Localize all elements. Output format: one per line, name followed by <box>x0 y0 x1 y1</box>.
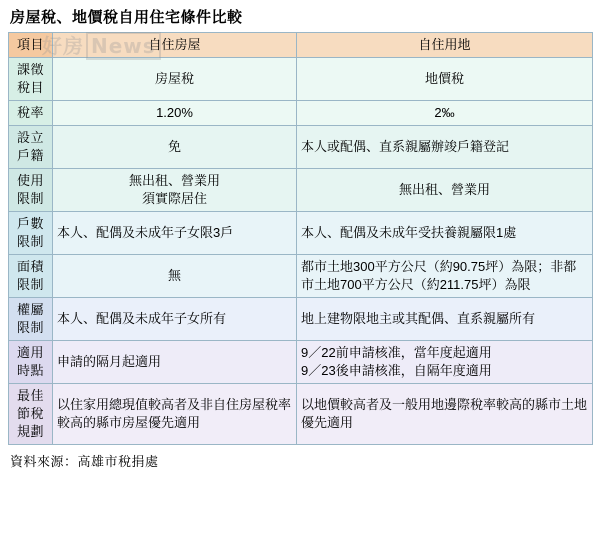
cell-house-area-limit: 無 <box>53 255 297 298</box>
row-label-line: 限制 <box>16 320 44 335</box>
cell-text-line: 9／23後申請核准，自隔年度適用 <box>301 363 492 378</box>
cell-land-tax-rate: 2‰ <box>297 101 593 126</box>
row-label-line: 規劃 <box>16 424 44 439</box>
header-cell-land: 自住用地 <box>297 33 593 58</box>
row-label-line: 稅目 <box>16 80 44 95</box>
row-label-area-limit <box>9 255 53 298</box>
cell-land-household-count: 本人、配偶及未成年受扶養親屬限1處 <box>297 212 593 255</box>
cell-house-tax-planning: 以住家用總現值較高者及非自住房屋稅率較高的縣市房屋優先適用 <box>53 384 297 445</box>
header-cell-house: 自住房屋 <box>53 33 297 58</box>
table-row <box>9 101 593 126</box>
row-label-ownership-limit <box>9 298 53 341</box>
row-label-usage-restriction <box>9 169 53 212</box>
cell-text-line: 9／22前申請核准，當年度起適用 <box>301 345 492 360</box>
row-label-line: 面積 <box>16 259 44 274</box>
table-row <box>9 384 593 445</box>
row-label-line: 限制 <box>16 191 44 206</box>
cell-land-usage-restriction: 無出租、營業用 <box>297 169 593 212</box>
cell-land-area-limit: 都市土地300平方公尺（約90.75坪）為限；非都市土地700平方公尺（約211.75坪）為限 <box>297 255 593 298</box>
table-row <box>9 341 593 384</box>
cell-land-tax-planning: 以地價較高者及一般用地邊際稅率較高的縣市土地優先適用 <box>297 384 593 445</box>
row-label-tax-rate <box>9 101 53 126</box>
table-row <box>9 126 593 169</box>
row-label-line: 節稅 <box>16 406 44 421</box>
row-label-tax-item <box>9 58 53 101</box>
cell-land-household-registration: 本人或配偶、直系親屬辦竣戶籍登記 <box>297 126 593 169</box>
row-label-line: 最佳 <box>16 388 44 403</box>
cell-house-ownership-limit: 本人、配偶及未成年子女所有 <box>53 298 297 341</box>
table-row <box>9 255 593 298</box>
cell-house-tax-rate: 1.20% <box>53 101 297 126</box>
row-label-tax-planning <box>9 384 53 445</box>
cell-land-tax-item: 地價稅 <box>297 58 593 101</box>
table-row <box>9 169 593 212</box>
row-label-effective-time <box>9 341 53 384</box>
row-label-line: 適用 <box>16 345 44 360</box>
cell-house-household-registration: 免 <box>53 126 297 169</box>
table-row <box>9 298 593 341</box>
cell-text-line: 無出租、營業用 <box>128 173 220 188</box>
cell-text-line: 須實際居住 <box>141 191 207 206</box>
row-label-line: 戶籍 <box>16 148 44 163</box>
row-label-household-count <box>9 212 53 255</box>
page-title: 房屋稅、地價稅自用住宅條件比較 <box>10 9 243 26</box>
row-label-line: 課徵 <box>16 62 44 77</box>
header-cell-item: 項目 <box>9 33 53 58</box>
row-label-line: 限制 <box>16 277 44 292</box>
row-label-household-registration <box>9 126 53 169</box>
watermark-brand: 好房 <box>42 34 84 58</box>
comparison-table <box>8 32 593 445</box>
row-label-line: 設立 <box>16 130 44 145</box>
watermark-news-box: News <box>86 32 161 60</box>
row-label-line: 時點 <box>16 363 44 378</box>
row-label-line: 戶數 <box>16 216 44 231</box>
cell-house-household-count: 本人、配偶及未成年子女限3戶 <box>53 212 297 255</box>
row-label-line: 權屬 <box>16 302 44 317</box>
cell-land-effective-time <box>297 341 593 384</box>
table-row <box>9 212 593 255</box>
row-label-line: 使用 <box>16 173 44 188</box>
cell-house-effective-time: 申請的隔月起適用 <box>53 341 297 384</box>
row-label-line: 限制 <box>16 234 44 249</box>
cell-house-tax-item: 房屋稅 <box>53 58 297 101</box>
table-header-row <box>9 33 593 58</box>
cell-land-ownership-limit: 地上建物限地主或其配偶、直系親屬所有 <box>297 298 593 341</box>
table-row <box>9 58 593 101</box>
source-note: 資料來源：高雄市稅捐處 <box>10 454 159 469</box>
cell-house-usage-restriction <box>53 169 297 212</box>
row-label-line: 稅率 <box>16 105 44 120</box>
